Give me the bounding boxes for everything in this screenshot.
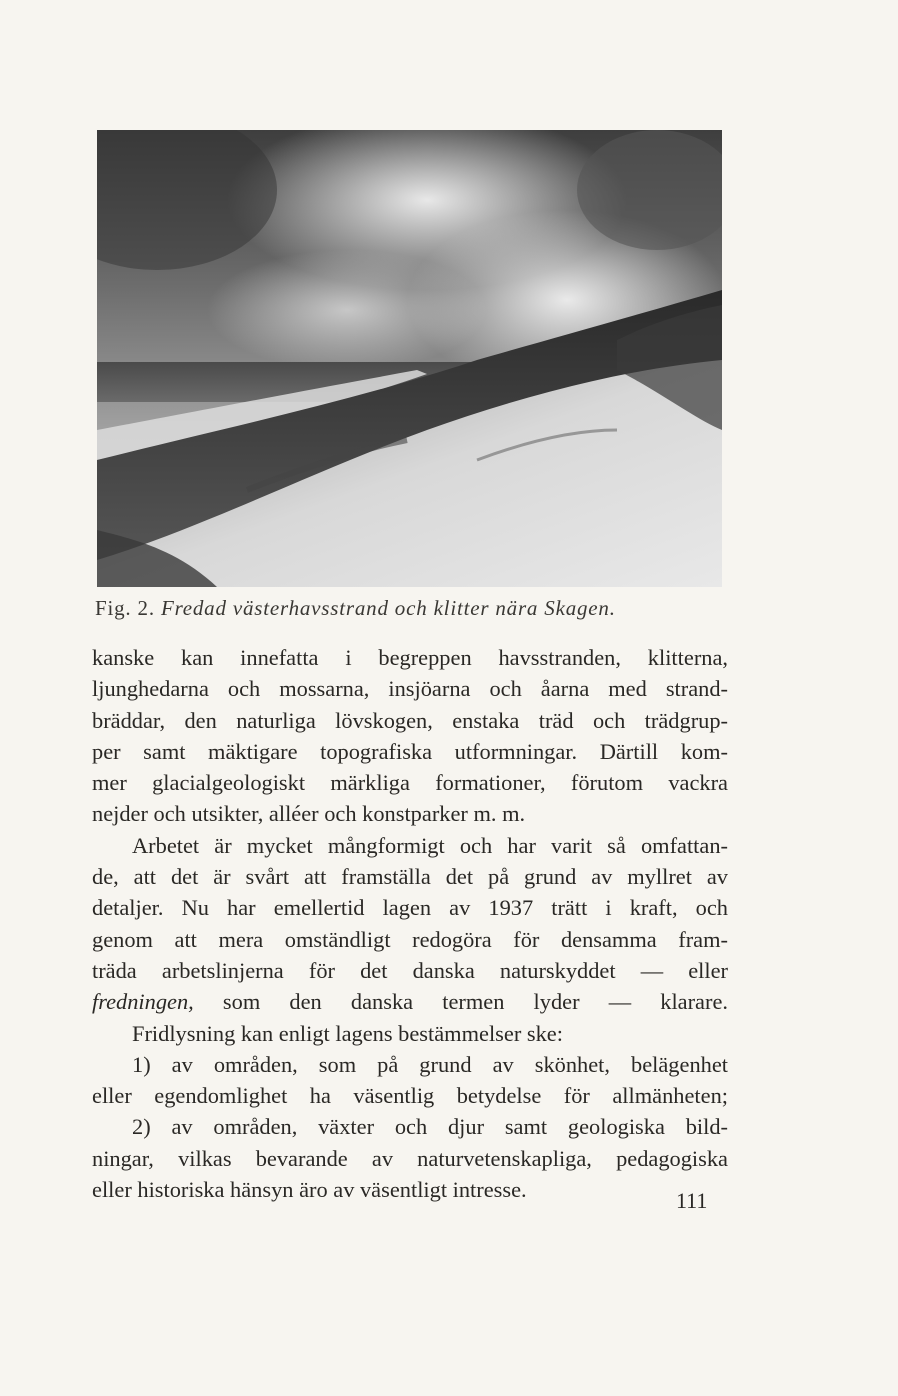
figure-number: Fig. 2. (95, 596, 155, 620)
text-line: träda arbetslinjerna för det danska naturskyddet — eller (92, 957, 728, 983)
figure-photo-dunes (97, 130, 722, 587)
text-line: eller egendomlighet ha väsentlig betydelse för allmänheten; (92, 1083, 728, 1109)
text-line: ljunghedarna och mossarna, insjöarna och åarna med strand- (92, 676, 728, 702)
text-line: mer glacialgeologiskt märkliga formationer, förutom vackra (92, 770, 728, 796)
text-line: 1) av områden, som på grund av skönhet, belägenhet (132, 1051, 728, 1077)
text-line: de, att det är svårt att framställa det på grund av myllret av (92, 864, 728, 890)
figure-caption-text: Fredad västerhavsstrand och klitter nära Skagen. (160, 596, 616, 620)
page-number: 111 (676, 1188, 708, 1213)
photo-dune-landscape (97, 130, 722, 587)
text-line: genom att mera omständligt redogöra för densamma fram- (92, 926, 728, 952)
text-line: eller historiska hänsyn äro av väsentligt intresse. (92, 1177, 527, 1203)
text-line: detaljer. Nu har emellertid lagen av 1937 trätt i kraft, och (92, 895, 728, 921)
text-line: nejder och utsikter, alléer och konstparker m. m. (92, 801, 526, 827)
italic-term-fredningen: fredningen, (92, 989, 194, 1015)
text-line: kanske kan innefatta i begreppen havsstranden, klitterna, (92, 645, 728, 670)
text-line-fredningen (92, 986, 728, 1017)
text-line: 2) av områden, växter och djur samt geologiska bild- (132, 1114, 728, 1140)
text-line: Arbetet är mycket mångformigt och har varit så omfattan- (132, 832, 728, 858)
text-line: bräddar, den naturliga lövskogen, enstaka träd och trädgrup- (92, 707, 728, 733)
text-line-rest: som den danska termen lyder — klarare. (193, 989, 728, 1015)
body-text (92, 642, 728, 1205)
text-line: per samt mäktigare topografiska utformningar. Därtill kom- (92, 738, 728, 764)
text-line: Fridlysning kan enligt lagens bestämmelser ske: (132, 1020, 563, 1046)
figure-caption (95, 596, 735, 621)
text-line: ningar, vilkas bevarande av naturvetenskapliga, pedagogiska (92, 1145, 728, 1171)
